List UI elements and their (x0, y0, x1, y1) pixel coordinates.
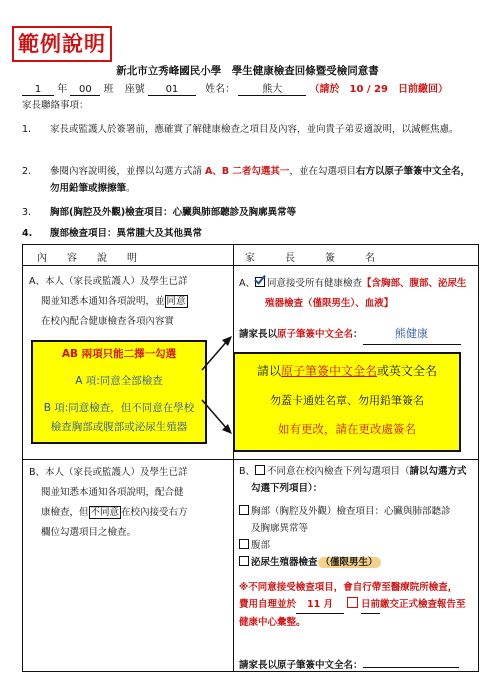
arrow-to-b (202, 400, 228, 430)
name-value[interactable]: 熊大 (238, 80, 306, 96)
agree-boxed: 同意 (166, 296, 186, 307)
option-b-description: B、本人（家長或監護人）及學生已詳 閱並知悉本通知各項說明，配合健 康檢查，但 不同意 在校內接受右方 欄位勾選項目之檢查。 (29, 467, 188, 538)
parent-signature-b[interactable] (363, 655, 459, 668)
class-label: 班 (103, 84, 114, 95)
col-header-signature: 家 長 簽 名 (245, 253, 375, 264)
callout-box: AB 兩項只能二擇一勾選 A 項:同意全部檢查 B 項:同意檢查，但不同意在學校 檢查胸部或腹部或泌尿生殖器 (31, 340, 207, 444)
row-divider (23, 459, 478, 460)
item-text: 胸部(胸腔及外觀)檢查項目：心臟與肺部聽診及胸廓異常等 (50, 207, 297, 218)
item-text: 家長或監護人於簽署前，應確實了解健康檢查之項目及內容，並向貴子弟妥適說明，以減輕焦慮。 (50, 124, 459, 135)
report-day-box[interactable] (347, 597, 358, 608)
name-label: 姓名： (205, 84, 236, 95)
item-text: 腹部檢查項目：異常腫大及其他異常 (50, 228, 203, 239)
option-a-signature: A、 同意接受所有健康檢查【含胸部、腹部、泌尿生 殖器檢查（僅限男生）、血液】 請家長以原子筆簽中文全名： 熊健康 (239, 274, 475, 345)
item-number: 3. (22, 207, 32, 218)
item-text: 參閱內容說明後，並擇以勾選方式請 A、B 二者勾選其一，並在勾選項目右方以原子筆簽中文全名，勿用鉛筆或擦擦筆。 (50, 166, 470, 194)
parent-signature-a[interactable]: 熊健康 (363, 324, 461, 345)
option-a-description: A、本人（家長或監護人）及學生已詳 閱並知悉本通知各項說明，並 同意 在校內配合健康檢查各項內容實 (29, 276, 188, 327)
sample-stamp: 範例說明 (12, 26, 112, 62)
sign-label: 請家長以 (239, 329, 278, 340)
arrow-to-a (202, 340, 228, 370)
signing-guide-box: 請以原子筆簽中文全名或英文全名 勿蓋卡通姓名章、勿用鉛筆簽名 如有更改，請在更改處簽名 (233, 352, 461, 452)
chest-checkbox[interactable] (239, 505, 249, 515)
grade-label: 年 (57, 84, 68, 95)
deadline-note: （請於 10 / 29 日前繳回） (309, 84, 448, 95)
seat-value[interactable]: 01 (148, 84, 196, 96)
col-header-content: 內 容 說 明 (37, 253, 137, 264)
male-only-tag: （僅限男生） (318, 557, 381, 568)
abdomen-checkbox[interactable] (239, 539, 249, 549)
seat-label: 座號 (124, 84, 145, 95)
report-month[interactable]: 11 月 (296, 596, 344, 614)
item-number: 4. (22, 228, 33, 239)
callout-arrows (198, 330, 238, 445)
disagree-boxed: 不同意 (90, 507, 120, 518)
choose-one-emphasis: A、B 二者勾選其一 (205, 166, 290, 177)
item-1 (22, 121, 477, 155)
urogenital-checkbox[interactable] (239, 556, 249, 566)
option-b-checkbox[interactable] (255, 465, 265, 475)
student-info-row (22, 80, 448, 96)
consent-table (22, 244, 479, 672)
item-number: 2. (22, 166, 32, 177)
class-value[interactable]: 00 (70, 84, 100, 96)
option-b-signature: B、 不同意在校內檢查下列勾選項目（請以勾選方式 勾選下列項目）： 胸部（胸腔及外觀）檢查項目：心臟與肺部聽診 及胸廓異常等 腹部 泌尿生殖器檢查 （僅限男生） ※不同意接受檢查項目，會自行帶至醫療院所檢查， 費用自理並於 11 月 日前繳交正式檢查報告至 健康中心彙整。 請家長以原子筆簽中文全名： (239, 466, 467, 671)
sign-instruction: 右方以原子筆簽中文全名，勿用鉛筆或擦擦筆 (50, 166, 470, 194)
item-2 (22, 163, 477, 197)
document-title: 新北市立秀峰國民小學 學生健康檢查回條暨受檢同意書 (116, 65, 379, 77)
column-divider (233, 245, 234, 671)
option-a-checkbox[interactable] (255, 277, 265, 287)
grade-value[interactable]: 1 (22, 84, 54, 96)
item-number: 1. (22, 124, 32, 135)
header-divider (23, 265, 478, 266)
contact-label: 家長聯絡事項： (22, 100, 89, 111)
sign-label-b: 請家長以原子筆簽中文全名： (239, 660, 363, 671)
